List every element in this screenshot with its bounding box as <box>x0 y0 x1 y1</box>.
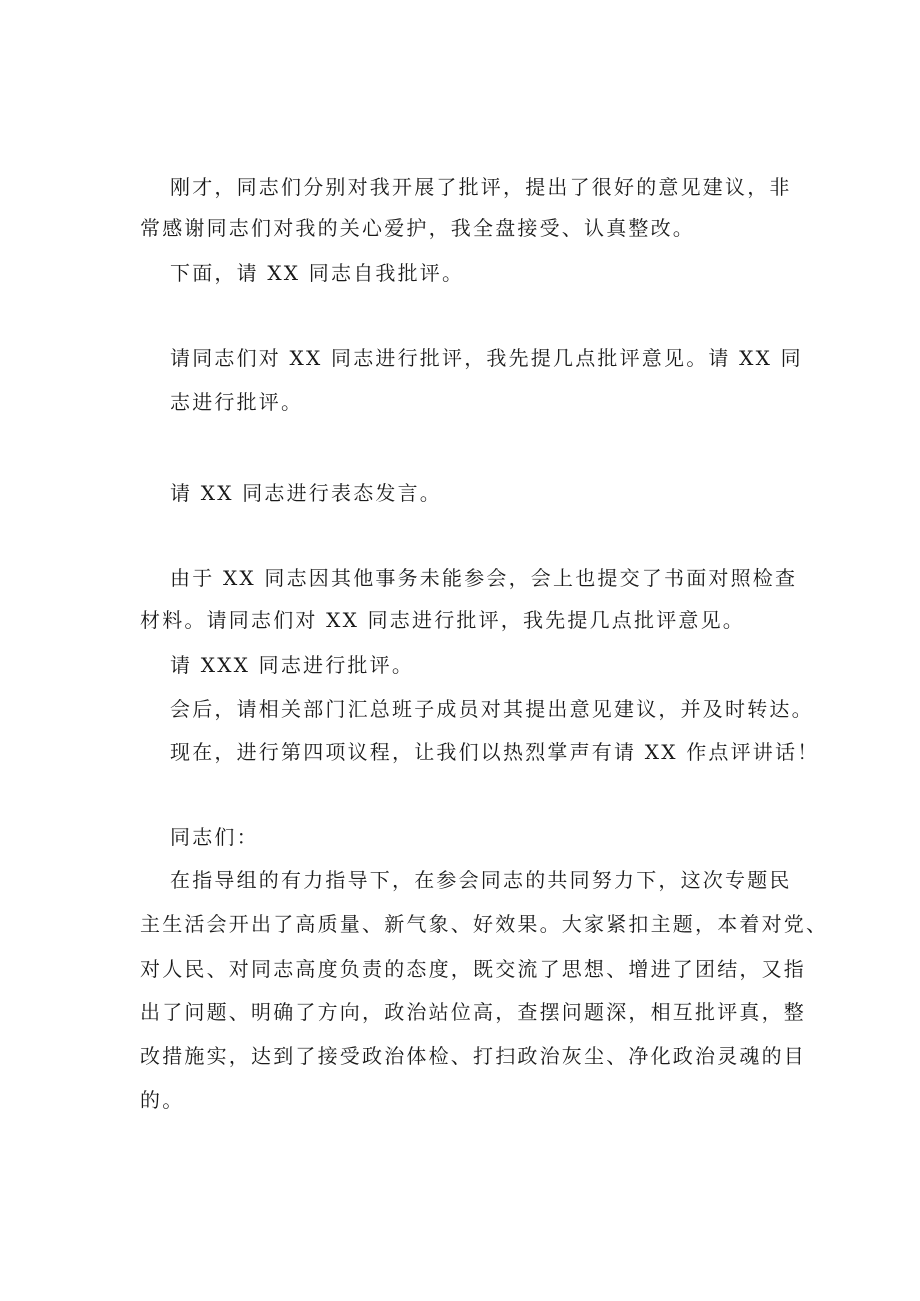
text-line: 在指导组的有力指导下，在参会同志的共同努力下，这次专题民 <box>170 868 792 892</box>
text-line: 请 XX 同志进行表态发言。 <box>170 481 442 505</box>
text-line: 下面，请 XX 同志自我批评。 <box>170 261 465 285</box>
text-line: 由于 XX 同志因其他事务未能参会，会上也提交了书面对照检查 <box>170 566 798 590</box>
text-line: 志进行批评。 <box>170 390 304 414</box>
text-line: 材料。请同志们对 XX 同志进行批评，我先提几点批评意见。 <box>140 608 745 632</box>
text-line: 常感谢同志们对我的关心爱护，我全盘接受、认真整改。 <box>140 216 695 240</box>
text-line: 现在，进行第四项议程，让我们以热烈掌声有请 XX 作点评讲话！ <box>170 740 820 764</box>
text-line: 请 XXX 同志进行批评。 <box>170 653 415 677</box>
text-line: 出了问题、明确了方向，政治站位高，查摆问题深，相互批评真，整 <box>140 1000 806 1024</box>
text-line: 刚才，同志们分别对我开展了批评，提出了很好的意见建议，非 <box>170 175 792 199</box>
text-line: 对人民、对同志高度负责的态度，既交流了思想、增进了团结，又指 <box>140 957 806 981</box>
text-line: 会后，请相关部门汇总班子成员对其提出意见建议，并及时转达。 <box>170 697 814 721</box>
text-line: 的。 <box>140 1088 185 1112</box>
text-line: 改措施实，达到了接受政治体检、打扫政治灰尘、净化政治灵魂的目 <box>140 1044 806 1068</box>
text-line: 同志们： <box>170 825 259 849</box>
text-line: 主生活会开出了高质量、新气象、好效果。大家紧扣主题，本着对党、 <box>140 912 829 936</box>
text-line: 请同志们对 XX 同志进行批评，我先提几点批评意见。请 XX 同 <box>170 346 803 370</box>
